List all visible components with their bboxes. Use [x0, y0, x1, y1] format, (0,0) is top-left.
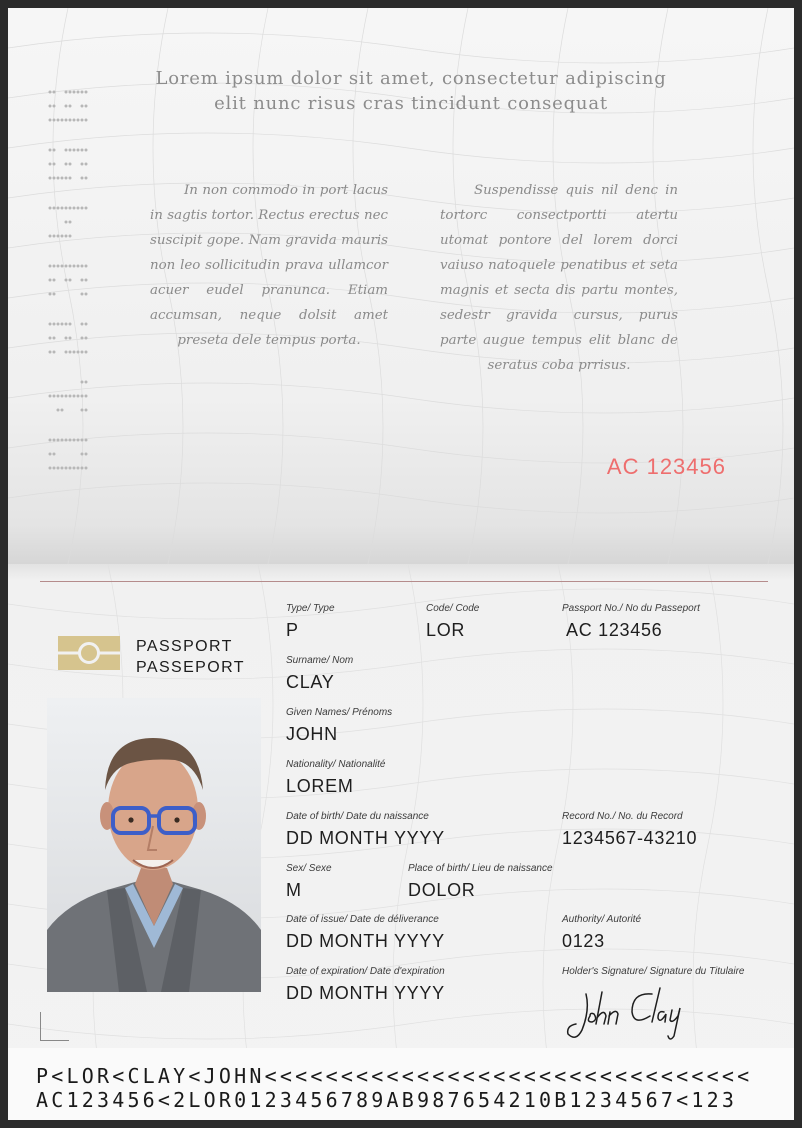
visa-serial-number: AC 123456 [606, 454, 726, 479]
type-value: P [286, 620, 299, 640]
perforation-dot [49, 119, 52, 122]
given-names-label: Given Names/ Prénoms [286, 707, 393, 718]
dob-value: DD MONTH YYYY [286, 828, 445, 848]
doc-type-fr: PASSEPORT [136, 659, 245, 676]
mrz-line-2: AC123456<2LOR0123456789AB987654210B1234567<123 [36, 1088, 738, 1112]
perforation-dot [85, 279, 88, 282]
perforation-dot [69, 105, 72, 108]
perforation-dot [77, 119, 80, 122]
perforation-dot [69, 221, 72, 224]
perforation-dot [65, 467, 68, 470]
surname-value: CLAY [286, 672, 335, 692]
place-of-birth-label: Place of birth/ Lieu de naissance [408, 863, 553, 874]
perforation-dot [53, 91, 56, 94]
perforation-dot [85, 163, 88, 166]
perforation-dot [57, 467, 60, 470]
perforation-dot [53, 293, 56, 296]
perforation-dot [77, 439, 80, 442]
perforation-dot [69, 323, 72, 326]
holder-photo [47, 698, 261, 992]
perforation-dot [73, 265, 76, 268]
perforation-dot [81, 381, 84, 384]
perforation-dot [81, 207, 84, 210]
perforation-dot [61, 439, 64, 442]
perforation-dot [69, 163, 72, 166]
perforation-dot [49, 105, 52, 108]
perforation-dot [77, 149, 80, 152]
perforation-dot [81, 323, 84, 326]
perforation-dot [53, 395, 56, 398]
perforation-dot [61, 207, 64, 210]
perforation-dot [69, 351, 72, 354]
mrz-line-1: P<LOR<CLAY<JOHN<<<<<<<<<<<<<<<<<<<<<<<<<<<<<<<< [36, 1064, 753, 1088]
nationality-label: Nationality/ Nationalité [286, 759, 386, 770]
perforation-dot [53, 163, 56, 166]
perforation-dot [65, 395, 68, 398]
perforation-dot [85, 293, 88, 296]
perforation-dot [73, 119, 76, 122]
perforation-dot [81, 409, 84, 412]
perforation-dot [65, 105, 68, 108]
perforation-dot [69, 279, 72, 282]
perforation-dot [49, 453, 52, 456]
perforation-dot [85, 105, 88, 108]
visa-page-title [128, 66, 694, 116]
perforation-dot [53, 235, 56, 238]
perforation-dot [57, 177, 60, 180]
perforation-dot [65, 149, 68, 152]
perforation-dot [49, 351, 52, 354]
sex-value: M [286, 880, 302, 900]
perforation-dot [49, 439, 52, 442]
perforation-dot [49, 91, 52, 94]
perforation-dot [85, 467, 88, 470]
perforation-dot [85, 395, 88, 398]
perforation-dot [53, 207, 56, 210]
perforation-dot [57, 119, 60, 122]
perforation-dot [49, 395, 52, 398]
perforation-dot [61, 409, 64, 412]
perforation-dot [53, 265, 56, 268]
perforation-dot [85, 265, 88, 268]
perforation-dot [81, 293, 84, 296]
perforation-dot [73, 395, 76, 398]
perforation-dot [73, 351, 76, 354]
perforation-dot [85, 177, 88, 180]
machine-readable-zone [8, 1048, 794, 1120]
perforation-dot [65, 323, 68, 326]
perforation-dot [69, 395, 72, 398]
perforation-dot [57, 395, 60, 398]
perforation-dot [69, 467, 72, 470]
visa-page [8, 8, 794, 564]
perforation-dot [69, 91, 72, 94]
perforation-dot [53, 149, 56, 152]
passport-no-label: Passport No./ No du Passeport [562, 603, 700, 614]
perforation-dot [49, 207, 52, 210]
document-type [136, 636, 245, 678]
surname-label: Surname/ Nom [286, 655, 354, 666]
perforation-dot [77, 91, 80, 94]
perforation-dot [81, 105, 84, 108]
perforation-dot [49, 149, 52, 152]
authority-label: Authority/ Autorité [562, 914, 642, 925]
perforation-dot [81, 453, 84, 456]
date-of-expiration-value: DD MONTH YYYY [286, 983, 445, 1003]
left-paragraph: In non commodo in port lacus in sagtis tortor. Rectus erectus nec suscipit gope. Nam gravida mauris non leo sollicitudin prava ullamcor acuer eudel pranunca. Etiam accumsan, neque dolsit amet preseta dele tempus porta. [150, 183, 388, 348]
perforation-dot [77, 207, 80, 210]
chip-logo-icon [58, 636, 120, 670]
perforation-dot [69, 149, 72, 152]
perforation-dot [85, 119, 88, 122]
perforation-dot [73, 91, 76, 94]
perforation-dot [81, 149, 84, 152]
perforation-dot [57, 265, 60, 268]
perforation-dot [81, 119, 84, 122]
perforation-dot [65, 439, 68, 442]
perforation-dot [73, 439, 76, 442]
perforation-dot [53, 453, 56, 456]
perforation-dot [85, 337, 88, 340]
perforation-dot [49, 467, 52, 470]
perforation-dot [61, 235, 64, 238]
record-no-label: Record No./ No. du Record [562, 811, 683, 822]
date-of-issue-label: Date of issue/ Date de déliverance [286, 914, 439, 925]
perforation-dot [53, 337, 56, 340]
perforation-dot [65, 351, 68, 354]
perforation-dot [81, 265, 84, 268]
perforation-dot [57, 323, 60, 326]
given-names-value: JOHN [286, 724, 338, 744]
perforation-dot [85, 91, 88, 94]
perforation-dot [81, 337, 84, 340]
perforation-dot [49, 163, 52, 166]
perforation-dot [53, 351, 56, 354]
date-of-issue-value: DD MONTH YYYY [286, 931, 445, 951]
perforation-dot [81, 467, 84, 470]
perforation-dot [69, 337, 72, 340]
perforation-dot [85, 149, 88, 152]
perforation-dot [65, 235, 68, 238]
code-label: Code/ Code [426, 603, 480, 614]
perforation-dot [49, 235, 52, 238]
perforation-dot [85, 453, 88, 456]
perforation-dot [65, 119, 68, 122]
perforation-dot [69, 177, 72, 180]
perforation-dot [77, 467, 80, 470]
passport-spread [8, 8, 794, 1120]
perforation-dot [69, 439, 72, 442]
perforation-dot [49, 279, 52, 282]
nationality-value: LOREM [286, 776, 354, 796]
perforation-dot [65, 91, 68, 94]
perforation-dot [65, 177, 68, 180]
perforation-dot [65, 207, 68, 210]
perforation-dot [61, 265, 64, 268]
perforation-dot [53, 119, 56, 122]
perforation-dot [65, 279, 68, 282]
right-paragraph: Suspendisse quis nil denc in tortorc consectportti atertu utomat pontore del lorem dorci vaiuso natoquele penatibus et seta magnis et secta dis partu montes, sedestr gravida cursus, purus parte augue tempus elit blanc de seratus coba prrisus. [440, 183, 678, 373]
title-line-1: Lorem ipsum dolor sit amet, consectetur adipiscing [155, 68, 667, 89]
title-line-2: elit nunc risus cras tincidunt consequat [214, 93, 608, 114]
perforation-dot [49, 265, 52, 268]
perforation-dot [57, 409, 60, 412]
perforation-dot [85, 381, 88, 384]
left-text-column [150, 178, 388, 353]
date-of-expiration-label: Date of expiration/ Date d'expiration [286, 966, 445, 977]
perforation-dot [49, 177, 52, 180]
perforation-dot [57, 439, 60, 442]
perforation-dot [73, 467, 76, 470]
perforation-dot [77, 395, 80, 398]
perforation-dot [81, 439, 84, 442]
perforation-dot [69, 265, 72, 268]
perforation-dot [57, 207, 60, 210]
perforation-dot [85, 439, 88, 442]
perforation-dot [81, 163, 84, 166]
perforation-dot [53, 105, 56, 108]
perforation-dot [69, 119, 72, 122]
perforation-dot [57, 235, 60, 238]
perforation-dot [49, 323, 52, 326]
perforation-dot [85, 207, 88, 210]
perforation-dot [81, 279, 84, 282]
perforation-dot [61, 323, 64, 326]
passport-no-value: AC 123456 [566, 620, 663, 640]
perforation-dot [61, 467, 64, 470]
authority-value: 0123 [562, 931, 605, 951]
crop-corner-mark [40, 1012, 69, 1041]
perforation-dot [53, 323, 56, 326]
sex-label: Sex/ Sexe [286, 863, 332, 874]
perforation-dot [53, 279, 56, 282]
perforation-dot [65, 221, 68, 224]
perforation-dot [85, 351, 88, 354]
perforation-dot [81, 91, 84, 94]
perforation-dot [85, 409, 88, 412]
perforation-dot [69, 235, 72, 238]
perforation-dot [61, 177, 64, 180]
perforation-dot [61, 395, 64, 398]
perforation-dot [49, 293, 52, 296]
type-label: Type/ Type [286, 603, 335, 614]
record-no-value: 1234567-43210 [562, 828, 698, 848]
perforated-serial-number [44, 76, 94, 486]
place-of-birth-value: DOLOR [408, 880, 476, 900]
perforation-dot [65, 163, 68, 166]
perforation-dot [77, 265, 80, 268]
perforation-dot [53, 467, 56, 470]
perforation-dot [85, 323, 88, 326]
page-divider-line [40, 581, 768, 582]
signature-label: Holder's Signature/ Signature du Titulaire [562, 966, 745, 977]
perforation-dot [49, 337, 52, 340]
doc-type-en: PASSPORT [136, 638, 233, 655]
perforation-dot [73, 149, 76, 152]
perforation-dot [73, 207, 76, 210]
holder-signature [560, 980, 700, 1044]
perforation-dot [53, 439, 56, 442]
perforation-dot [77, 351, 80, 354]
perforation-dot [69, 207, 72, 210]
perforation-dot [81, 395, 84, 398]
perforation-dot [81, 351, 84, 354]
right-text-column [440, 178, 678, 378]
perforation-dot [65, 265, 68, 268]
dob-label: Date of birth/ Date du naissance [286, 811, 429, 822]
perforation-dot [65, 337, 68, 340]
perforation-dot [61, 119, 64, 122]
perforation-dot [81, 177, 84, 180]
perforation-dot [53, 177, 56, 180]
code-value: LOR [426, 620, 466, 640]
